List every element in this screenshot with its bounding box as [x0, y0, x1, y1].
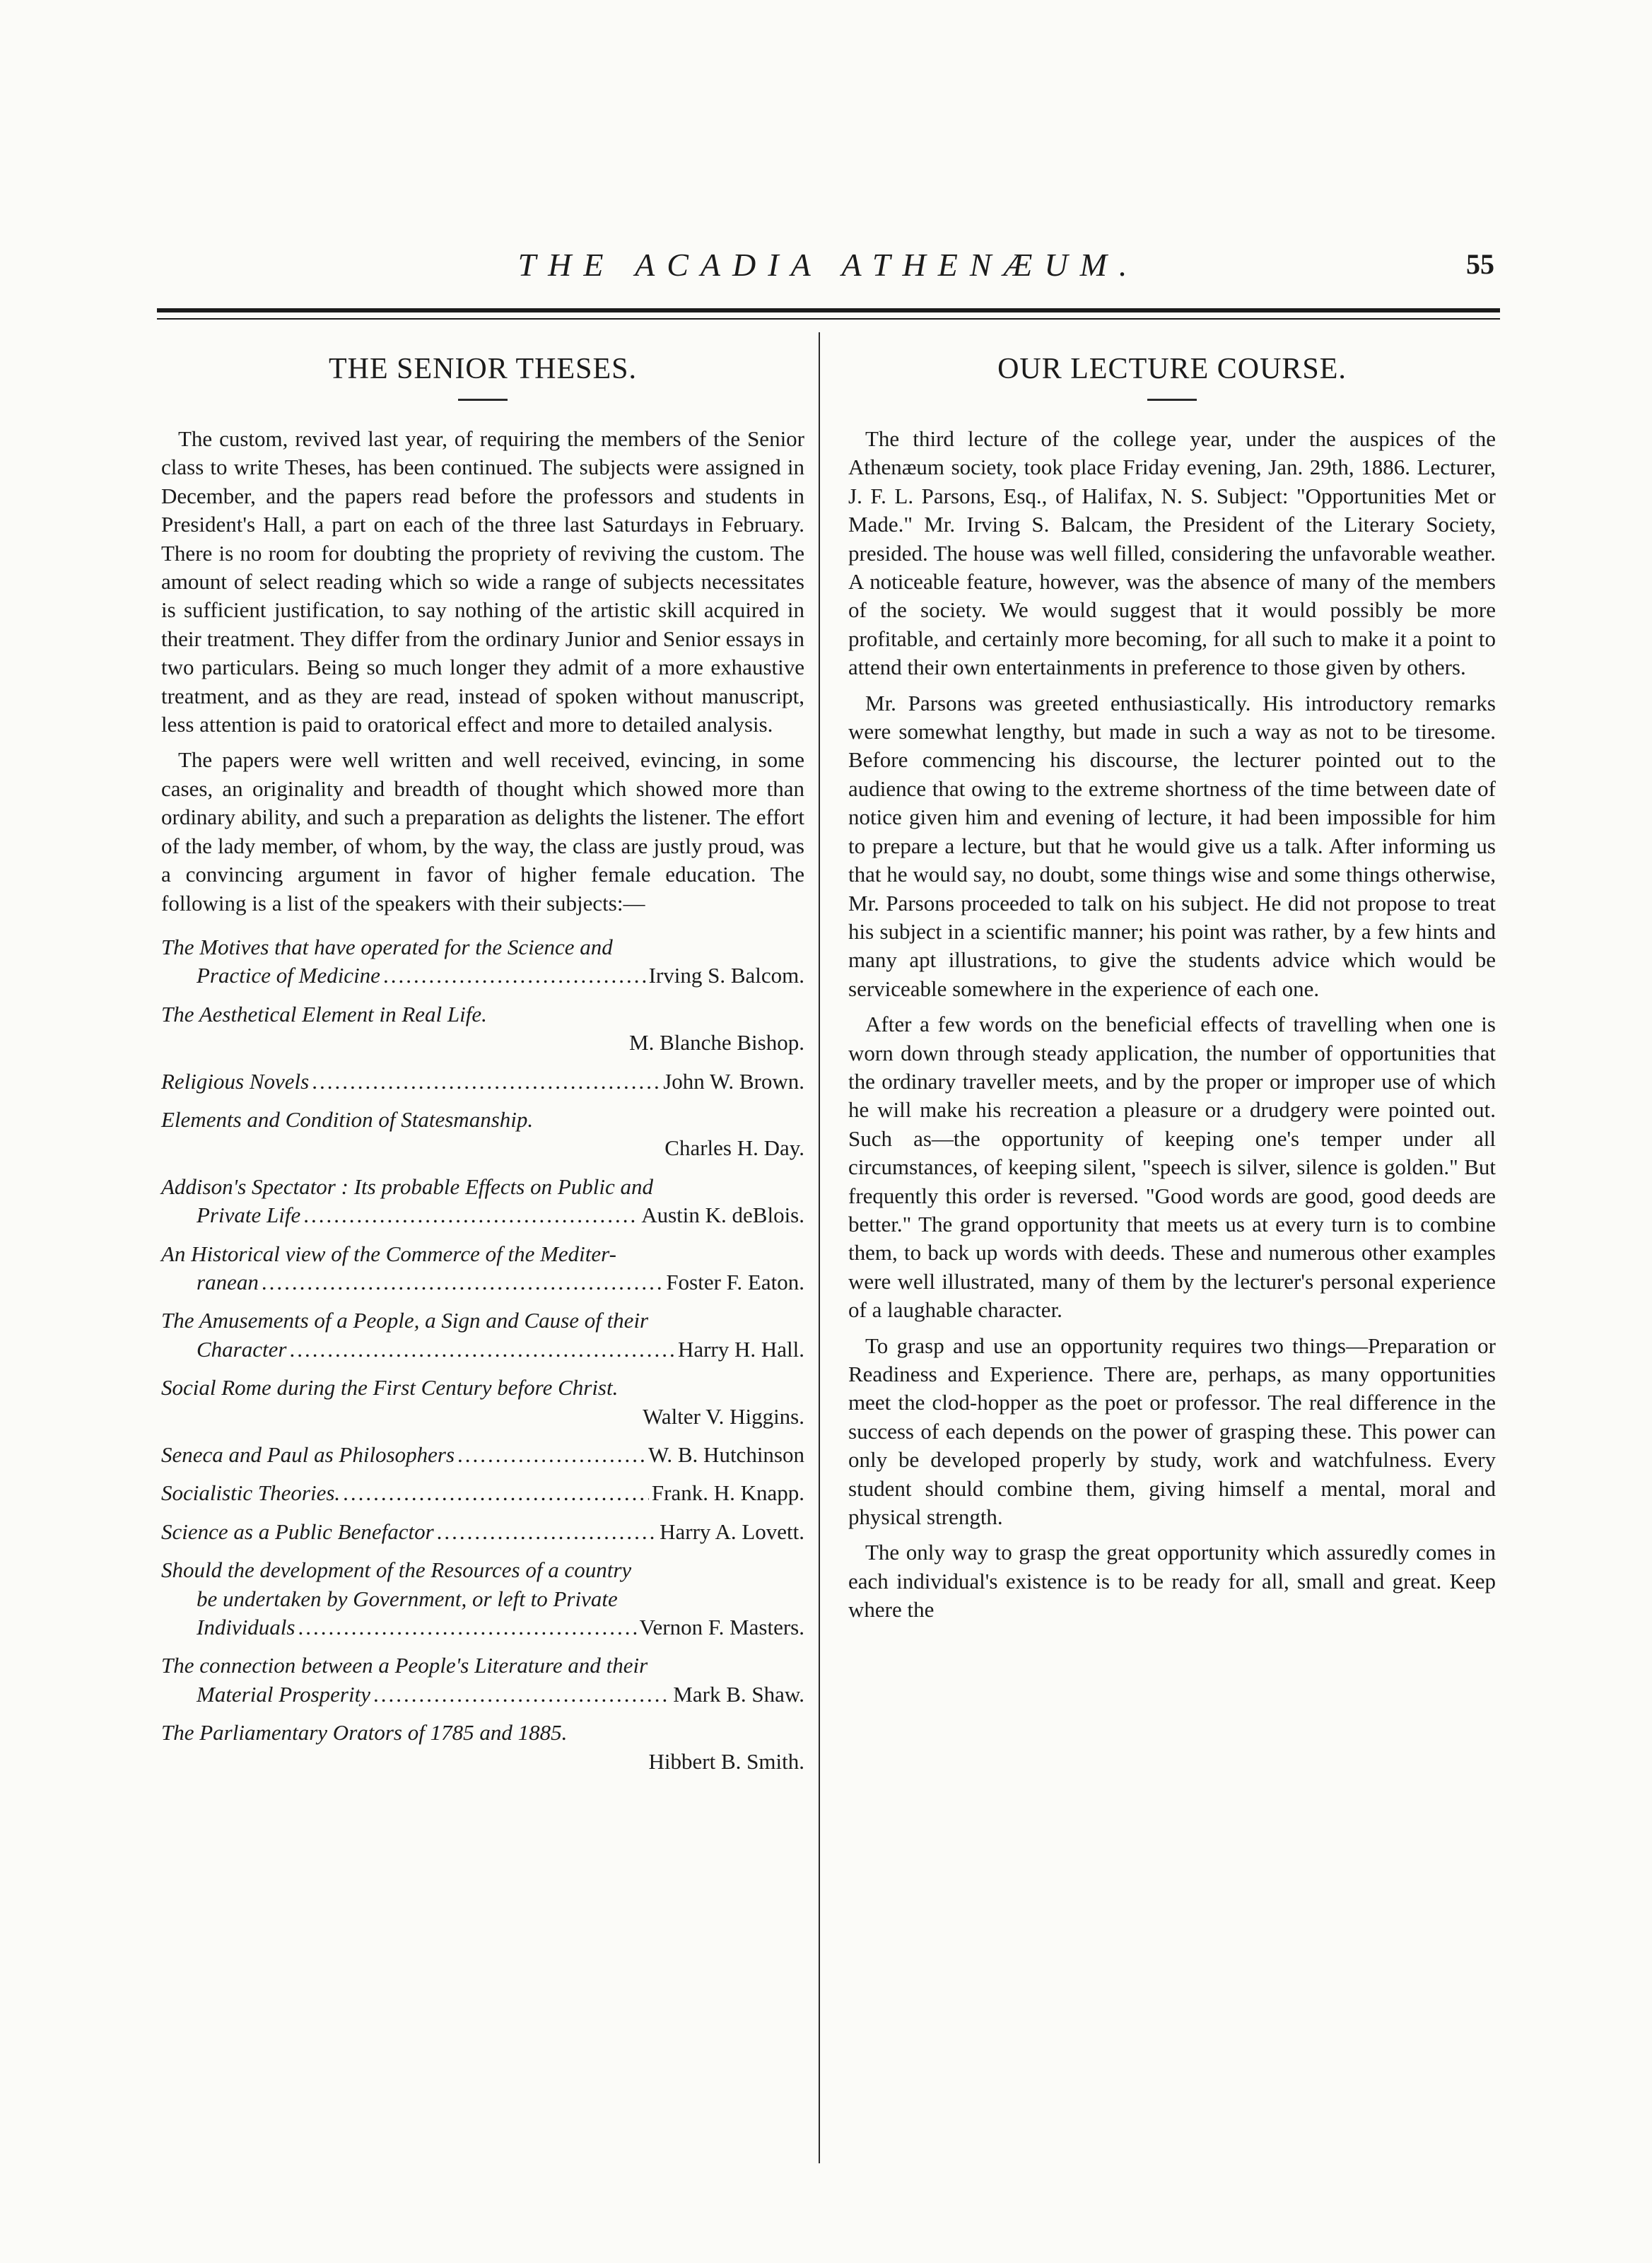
- thesis-entry: [161, 1106, 804, 1163]
- thesis-title-line: Addison's Spectator : Its probable Effects on Public and: [161, 1174, 654, 1199]
- header-rule-thin: [157, 318, 1500, 320]
- thesis-title-line: Practice of Medicine: [197, 963, 380, 988]
- body-paragraph: To grasp and use an opportunity requires two things—Preparation or Readiness and Experience. There are, perhaps, as many opportunities meet the clod-hopper as the poet or professor. The real difference in the success of each depends on the power of grasping these. This power can only be developed properly by study, work and watchfulness. Every student should combine them, giving himself a mental, moral and physical strength.: [848, 1333, 1496, 1530]
- thesis-title-line: Seneca and Paul as Philosophers: [161, 1442, 455, 1467]
- thesis-author: Vernon F. Masters.: [639, 1615, 804, 1640]
- thesis-title-line: The Parliamentary Orators of 1785 and 1885.: [161, 1720, 568, 1746]
- thesis-author: John W. Brown.: [663, 1068, 804, 1094]
- thesis-author: Walter V. Higgins.: [643, 1403, 804, 1429]
- thesis-entry: [161, 933, 804, 990]
- thesis-author: M. Blanche Bishop.: [629, 1030, 804, 1056]
- page-number: 55: [1466, 248, 1494, 280]
- thesis-title-line: The Aesthetical Element in Real Life.: [161, 1001, 487, 1027]
- dot-leader: [298, 1613, 637, 1642]
- thesis-entry: [161, 1518, 804, 1546]
- thesis-author: Irving S. Balcom.: [648, 963, 804, 988]
- thesis-leader-line: [161, 1518, 804, 1546]
- thesis-entry: [161, 1374, 804, 1431]
- thesis-title-line: Religious Novels: [161, 1068, 310, 1094]
- thesis-leader-line: [161, 1613, 804, 1642]
- thesis-title-line: Socialistic Theories.: [161, 1480, 341, 1506]
- thesis-entry: [161, 1651, 804, 1709]
- thesis-author: Mark B. Shaw.: [673, 1681, 804, 1707]
- thesis-entry: [161, 1556, 804, 1642]
- thesis-entry: [161, 1479, 804, 1507]
- body-paragraph: Mr. Parsons was greeted enthusiastically. His introductory remarks were somewhat lengthy, but made in such a way as not to be tiresome. Before commencing his discourse, the lecturer pointed out to the audience that owing to the extreme shortness of the time between date of notice given him and evening of lecture, it had been impossible for him to prepare a lecture, but that he would give us a talk. After informing us that he would say, no doubt, some things wise and some things otherwise, Mr. Parsons proceeded to talk on his subject. He did not propose to treat his subject in a scientific manner; his point was rather, by a few hints and many apt illustrations, to give the students advice which would be serviceable somewhere in the experience of each one.: [848, 690, 1496, 1001]
- body-paragraph: The third lecture of the college year, under the auspices of the Athenæum society, took place Friday evening, Jan. 29th, 1886. Lecturer, J. F. L. Parsons, Esq., of Halifax, N. S. Subject: "Opportunities Met or Made." Mr. Irving S. Balcam, the President of the Literary Society, presided. The house was well filled, considering the unfavorable weather. A noticeable feature, however, was the absence of many of the members of the society. We would suggest that it would possibly be more profitable, and certainly more becoming, for all such to make it a point to attend their own entertainments in preference to those given by others.: [848, 426, 1496, 680]
- thesis-entry: [161, 1000, 804, 1058]
- dot-leader: [262, 1268, 664, 1297]
- dot-leader: [289, 1335, 675, 1364]
- body-paragraph: The papers were well written and well received, evincing, in some cases, an originality and breadth of thought which showed more than ordinary ability, and such a preparation as delights the listener. The effort of the lady member, of whom, by the way, the class are justly proud, was a convincing argument in favor of higher female education. The following is a list of the speakers with their subjects:—: [161, 747, 804, 916]
- dot-leader: [312, 1068, 660, 1096]
- thesis-title-line: Social Rome during the First Century before Christ.: [161, 1375, 619, 1401]
- thesis-title-line: Elements and Condition of Statesmanship.: [161, 1106, 534, 1132]
- thesis-entry: [161, 1173, 804, 1230]
- thesis-title-line: ranean: [197, 1269, 259, 1294]
- thesis-title-line: Individuals: [197, 1615, 295, 1640]
- thesis-author: Austin K. deBlois.: [641, 1203, 804, 1228]
- thesis-title-line: Character: [197, 1336, 287, 1362]
- thesis-title-line: The Motives that have operated for the Science and: [161, 934, 613, 959]
- thesis-leader-line: [161, 1201, 804, 1229]
- body-paragraph: The only way to grasp the great opportunity which assuredly comes in each individual's existence is to be ready for all, small and great. Keep where the: [848, 1540, 1496, 1622]
- title-rule: [1147, 399, 1197, 401]
- lecture-course-title: OUR LECTURE COURSE.: [997, 353, 1347, 385]
- thesis-title-line: be undertaken by Government, or left to Private: [197, 1586, 618, 1611]
- thesis-leader-line: [161, 1268, 804, 1297]
- thesis-leader-line: [161, 1335, 804, 1364]
- thesis-author: Charles H. Day.: [664, 1135, 804, 1161]
- thesis-author: Harry A. Lovett.: [660, 1519, 804, 1544]
- thesis-entry: [161, 1719, 804, 1776]
- dot-leader: [383, 961, 646, 990]
- thesis-entry: [161, 1306, 804, 1364]
- body-paragraph: The custom, revived last year, of requiring the members of the Senior class to write Theses, has been continued. The subjects were assigned in December, and the papers read before the professors and students in President's Hall, a part on each of the three last Saturdays in February. There is no room for doubting the propriety of reviving the custom. The amount of select reading which so wide a range of subjects necessitates is sufficient justification, to say nothing of the artistic skill acquired in their treatment. They differ from the ordinary Junior and Senior essays in two particulars. Being so much longer they admit of a more exhaustive treatment, and as they are read, instead of spoken without manuscript, less attention is paid to oratorical effect and more to detailed analysis.: [161, 426, 804, 737]
- thesis-leader-line: [161, 1680, 804, 1709]
- dot-leader: [457, 1441, 645, 1469]
- page-header: [157, 246, 1500, 296]
- thesis-title-line: Material Prosperity: [197, 1681, 370, 1707]
- thesis-leader-line: [161, 961, 804, 990]
- thesis-author: Harry H. Hall.: [677, 1336, 804, 1362]
- lecture-course-column: [848, 332, 1496, 1632]
- thesis-leader-line: [161, 1479, 804, 1507]
- running-title: THE ACADIA ATHENÆUM.: [517, 247, 1140, 283]
- senior-theses-column: [161, 332, 804, 1786]
- thesis-author: Foster F. Eaton.: [666, 1269, 804, 1294]
- thesis-title-line: Should the development of the Resources of a country: [161, 1557, 632, 1583]
- thesis-entry: [161, 1068, 804, 1096]
- thesis-author: W. B. Hutchinson: [648, 1442, 804, 1467]
- dot-leader: [373, 1680, 670, 1709]
- title-rule: [458, 399, 508, 401]
- thesis-entry: [161, 1441, 804, 1469]
- thesis-title-line: Science as a Public Benefactor: [161, 1519, 434, 1544]
- thesis-leader-line: [161, 1068, 804, 1096]
- theses-list: [161, 933, 804, 1776]
- dot-leader: [437, 1518, 657, 1546]
- thesis-entry: [161, 1240, 804, 1297]
- thesis-title-line: The Amusements of a People, a Sign and Cause of their: [161, 1308, 649, 1333]
- thesis-title-line: Private Life: [197, 1203, 301, 1228]
- thesis-author: Frank. H. Knapp.: [651, 1480, 804, 1506]
- dot-leader: [343, 1479, 649, 1507]
- thesis-author: Hibbert B. Smith.: [648, 1748, 804, 1774]
- body-paragraph: After a few words on the beneficial effects of travelling when one is worn down through steady application, the number of opportunities that the ordinary traveller meets, and by the proper or improper use of which he will make his recreation a pleasure or a drudgery were pointed out. Such as—the opportunity of keeping one's temper under all circumstances, of keeping silent, "speech is silver, silence is golden." But frequently this order is reversed. "Good words are good, good deeds are better." The grand opportunity that meets us at every turn is to combine them, to back up words with deeds. These and numerous other examples were well illustrated, many of them by the lecturer's personal experience of a laughable character.: [848, 1012, 1496, 1323]
- thesis-title-line: The connection between a People's Literature and their: [161, 1653, 648, 1678]
- thesis-leader-line: [161, 1441, 804, 1469]
- column-divider: [819, 332, 820, 2163]
- header-rule-thick: [157, 308, 1500, 312]
- thesis-title-line: An Historical view of the Commerce of the Mediter-: [161, 1241, 616, 1266]
- dot-leader: [303, 1201, 638, 1229]
- senior-theses-title: THE SENIOR THESES.: [328, 353, 638, 385]
